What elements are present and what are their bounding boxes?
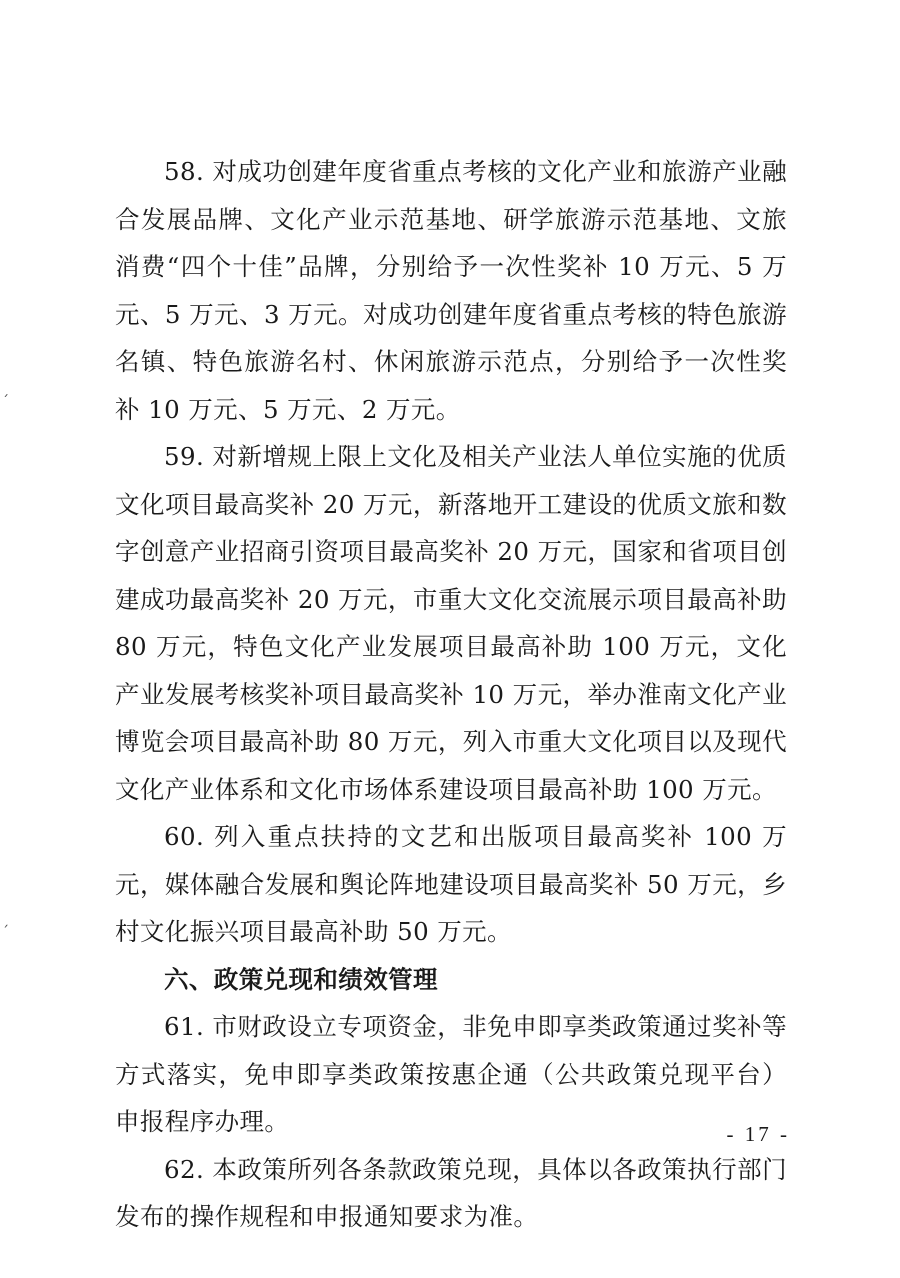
paragraph-59: 59. 对新增规上限上文化及相关产业法人单位实施的优质文化项目最高奖补 20 万元，新落地开工建设的优质文旅和数字创意产业招商引资项目最高奖补 20 万元，国家和省项目创建成功最高奖补 20 万元，市重大文化交流展示项目最高补助 80 万元，特色文化产业发展项目最高补助 100 万元，文化产业发展考核奖补项目最高奖补 10 万元，举办淮南文化产业博览会项目最高补助 80 万元，列入市重大文化项目以及现代文化产业体系和文化市场体系建设项目最高补助 100 万元。: [115, 442, 787, 804]
paragraph-61: 61. 市财政设立专项资金，非免申即享类政策通过奖补等方式落实，免申即享类政策按惠企通（公共政策兑现平台）申报程序办理。: [115, 1012, 787, 1136]
page-number: - 17 -: [726, 1122, 790, 1146]
paragraph-62: 62. 本政策所列各条款政策兑现，具体以各政策执行部门发布的操作规程和申报通知要求为准。: [115, 1154, 787, 1231]
scan-mark: ˊ: [2, 394, 9, 410]
document-body: [115, 148, 787, 1241]
paragraph-58: 58. 对成功创建年度省重点考核的文化产业和旅游产业融合发展品牌、文化产业示范基地、研学旅游示范基地、文旅消费“四个十佳”品牌，分别给予一次性奖补 10 万元、5 万元、5 万元、3 万元。对成功创建年度省重点考核的特色旅游名镇、特色旅游名村、休闲旅游示范点，分别给予一次性奖补 10 万元、5 万元、2 万元。: [115, 157, 787, 424]
scan-mark: ˏ: [2, 912, 9, 928]
section-heading: 六、政策兑现和绩效管理: [164, 964, 438, 994]
paragraph-60: 60. 列入重点扶持的文艺和出版项目最高奖补 100 万元，媒体融合发展和舆论阵地建设项目最高奖补 50 万元，乡村文化振兴项目最高补助 50 万元。: [115, 822, 787, 946]
